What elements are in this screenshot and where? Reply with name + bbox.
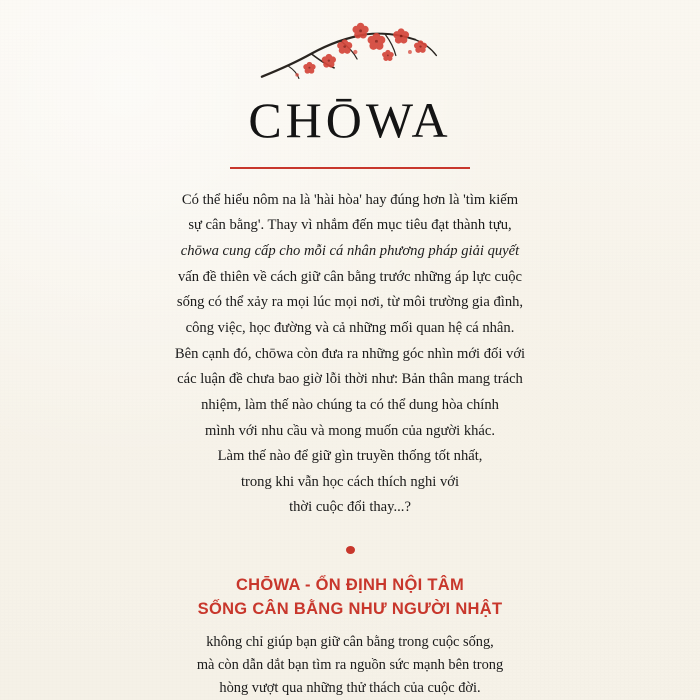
book-headline <box>198 574 503 622</box>
headline-line: SỐNG CÂN BẰNG NHƯ NGƯỜI NHẬT <box>197 599 503 618</box>
body-line: Bên cạnh đó, chōwa còn đưa ra những góc nhìn mới đối với <box>174 345 526 362</box>
subtext-line: mà còn dẫn dắt bạn tìm ra nguồn sức mạnh bên trong <box>196 656 504 673</box>
headline-line: CHŌWA - ỔN ĐỊNH NỘI TÂM <box>235 576 465 595</box>
subtext-line: hòng vượt qua những thử thách của cuộc đời. <box>219 679 481 696</box>
body-line: nhiệm, làm thế nào chúng ta có thể dung hòa chính <box>201 396 499 413</box>
description-paragraph <box>150 189 550 522</box>
body-line: sự cân bằng'. Thay vì nhắm đến mục tiêu đạt thành tựu, <box>188 217 512 234</box>
subtext-line: không chỉ giúp bạn giữ cân bằng trong cuộc sống, <box>206 633 494 650</box>
plum-blossom-branch-icon <box>240 22 460 89</box>
body-line: công việc, học đường và cả những mối quan hệ cá nhân. <box>185 319 515 336</box>
body-line: chōwa cung cấp cho mỗi cá nhân phương pháp giải quyết <box>180 243 520 260</box>
body-line: Có thể hiểu nôm na là 'hài hòa' hay đúng hơn là 'tìm kiếm <box>181 191 519 208</box>
book-title: CHŌWA <box>248 91 452 148</box>
body-line: mình với nhu cầu và mong muốn của người khác. <box>204 422 496 439</box>
body-line: các luận đề chưa bao giờ lỗi thời như: Bản thân mang trách <box>177 371 523 388</box>
body-line: vấn đề thiên về cách giữ cân bằng trước những áp lực cuộc <box>177 268 523 285</box>
body-line: Làm thế nào để giữ gìn truyền thống tốt nhất, <box>217 448 483 465</box>
body-line: thời cuộc đổi thay...? <box>289 499 411 516</box>
red-dot-ornament <box>346 546 355 554</box>
body-line: trong khi vẫn học cách thích nghi với <box>240 473 460 490</box>
title-divider <box>230 167 470 169</box>
body-line: sống có thể xảy ra mọi lúc mọi nơi, từ môi trường gia đình, <box>176 294 524 311</box>
book-subtext <box>150 631 550 700</box>
